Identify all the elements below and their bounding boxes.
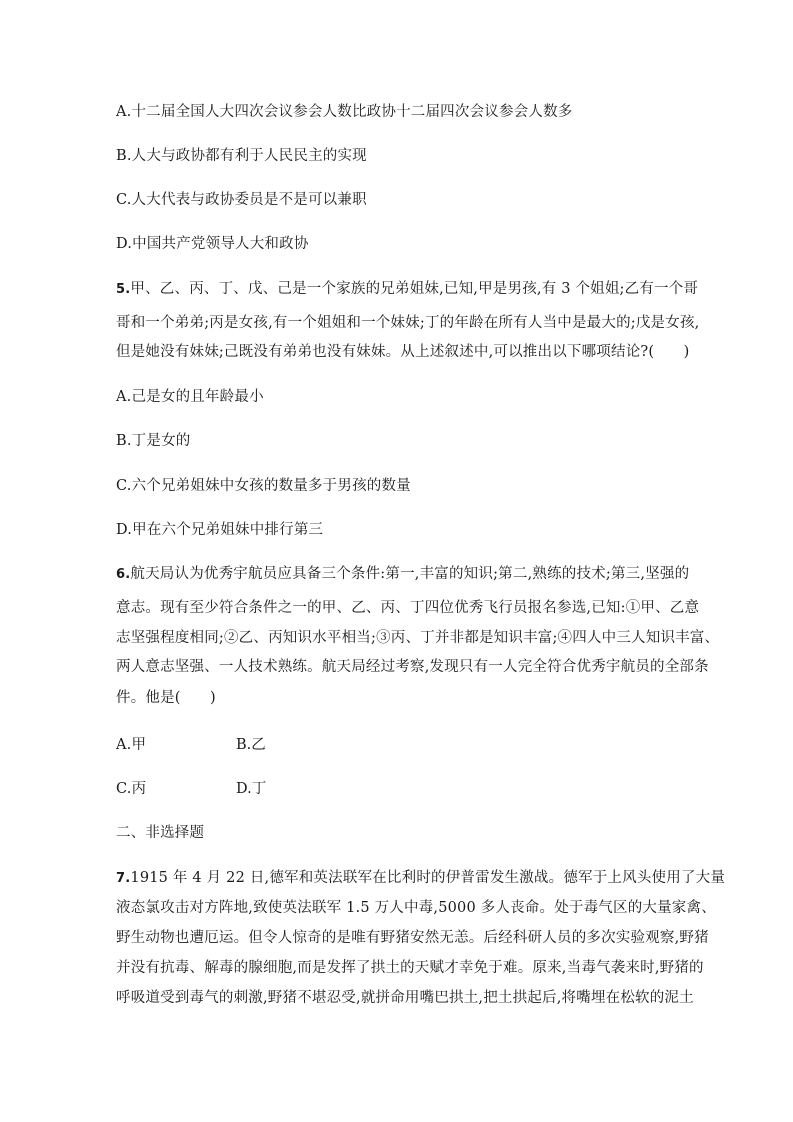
q6-option-a: A.甲 bbox=[116, 737, 147, 753]
section-title: 二、非选择题 bbox=[116, 825, 205, 841]
q5-line-1 bbox=[116, 279, 698, 300]
q6-line-3: 志坚强程度相同;②乙、丙知识水平相当;③丙、丁并非都是知识丰富;④四人中三人知识丰富、 bbox=[116, 630, 720, 646]
q5-option-b: B.丁是女的 bbox=[116, 433, 191, 449]
q6-line-2: 意志。现有至少符合条件之一的甲、乙、丙、丁四位优秀飞行员报名参选,已知:①甲、乙意 bbox=[116, 600, 700, 616]
prev-option-c: C.人大代表与政协委员是不是可以兼职 bbox=[116, 192, 367, 208]
prev-option-b: B.人大与政协都有利于人民民主的实现 bbox=[116, 148, 367, 164]
prev-option-d: D.中国共产党领导人大和政协 bbox=[116, 236, 309, 252]
q7-line-2: 液态氯攻击对方阵地,致使英法联军 1.5 万人中毒,5000 多人丧命。处于毒气区的大量家禽、 bbox=[116, 900, 716, 916]
q6-option-c: C.丙 bbox=[116, 781, 147, 797]
q6-line-1 bbox=[116, 564, 689, 585]
q7-text-1: 1915 年 4 月 22 日,德军和英法联军在比利时的伊普雷发生激战。德军于上风头使用了大量 bbox=[130, 870, 726, 886]
q6-line-5: 件。他是( ) bbox=[116, 690, 216, 706]
q6-number: 6. bbox=[116, 567, 131, 582]
q5-line-3: 但是她没有妹妹;己既没有弟弟也没有妹妹。从上述叙述中,可以推出以下哪项结论?( ) bbox=[116, 344, 690, 360]
q5-option-c: C.六个兄弟姐妹中女孩的数量多于男孩的数量 bbox=[116, 478, 411, 494]
q7-line-4: 并没有抗毒、解毒的腺细胞,而是发挥了拱土的天赋才幸免于难。原来,当毒气袭来时,野猪的 bbox=[116, 960, 704, 976]
q7-line-1 bbox=[116, 868, 725, 889]
q5-text-1: 甲、乙、丙、丁、戊、己是一个家族的兄弟姐妹,已知,甲是男孩,有 3 个姐姐;乙有一个哥 bbox=[130, 281, 699, 297]
q6-option-b: B.乙 bbox=[236, 737, 266, 753]
q7-number: 7. bbox=[116, 871, 131, 886]
q7-line-5: 呼吸道受到毒气的刺激,野猪不堪忍受,就拼命用嘴巴拱土,把土拱起后,将嘴埋在松软的泥土 bbox=[116, 990, 694, 1006]
q5-number: 5. bbox=[116, 282, 131, 297]
q5-option-d: D.甲在六个兄弟姐妹中排行第三 bbox=[116, 522, 324, 538]
prev-option-a: A.十二届全国人大四次会议参会人数比政协十二届四次会议参会人数多 bbox=[116, 104, 573, 120]
q6-option-d: D.丁 bbox=[236, 781, 267, 797]
q7-line-3: 野生动物也遭厄运。但令人惊奇的是唯有野猪安然无恙。后经科研人员的多次实验观察,野猪 bbox=[116, 930, 709, 946]
q6-text-1: 航天局认为优秀宇航员应具备三个条件:第一,丰富的知识;第二,熟练的技术;第三,坚强的 bbox=[130, 566, 690, 582]
q5-line-2: 哥和一个弟弟;丙是女孩,有一个姐姐和一个妹妹;丁的年龄在所有人当中是最大的;戊是女孩, bbox=[116, 315, 700, 331]
q5-option-a: A.己是女的且年龄最小 bbox=[116, 389, 264, 405]
q6-line-4: 两人意志坚强、一人技术熟练。航天局经过考察,发现只有一人完全符合优秀宇航员的全部条 bbox=[116, 659, 709, 675]
